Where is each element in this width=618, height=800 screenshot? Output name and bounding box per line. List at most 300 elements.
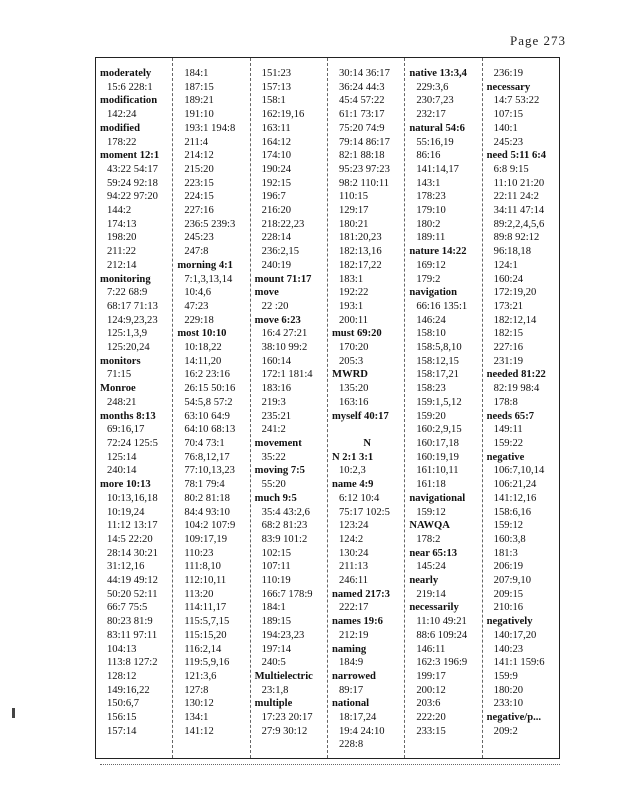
index-entry-reference: 34:11 47:14	[493, 205, 545, 217]
index-entry-reference	[332, 423, 402, 437]
index-entry-reference: 203:6	[416, 698, 441, 710]
index-entry-reference: 235:21	[261, 410, 292, 422]
index-entry-reference: 119:5,9,16	[184, 657, 230, 669]
index-entry-reference: 240:19	[261, 259, 292, 271]
index-entry-term: need 5:11 6:4	[486, 150, 547, 162]
index-entry-term: navigation	[409, 287, 457, 299]
index-entry-reference: 159:1,5,12	[416, 396, 462, 408]
index-entry-reference: 229:18	[184, 314, 214, 326]
index-entry-reference: 159:9	[493, 670, 518, 682]
index-entry-reference: 178:8	[493, 396, 518, 408]
index-entry-term: months 8:13	[100, 410, 156, 422]
index-entry-reference: 246:11	[338, 575, 369, 587]
index-entry-reference: 135:20	[338, 383, 369, 395]
index-entry-reference: 183:1	[338, 273, 364, 285]
index-entry-reference: 14:11,20	[184, 355, 222, 367]
index-entry-reference: 27:9 30:12	[261, 725, 308, 737]
index-entry-reference: 142:24	[107, 109, 137, 121]
index-entry-reference: 227:16	[493, 342, 524, 354]
index-entry-reference: 83:11 97:11	[107, 629, 158, 641]
index-entry-term: multiple	[254, 698, 293, 710]
index-entry-reference: 218:22,23	[261, 218, 305, 230]
index-entry-reference: 31:12,16	[107, 561, 145, 573]
index-entry-reference: 199:17	[416, 670, 446, 682]
index-entry-reference: 6:8 9:15	[493, 163, 529, 175]
index-column-2	[172, 58, 249, 758]
index-entry-reference: 232:17	[416, 109, 446, 121]
index-entry-reference: 144:2	[107, 205, 132, 217]
index-entry-term: moment 12:1	[100, 150, 160, 162]
index-entry-reference: 11:10 21:20	[493, 177, 545, 189]
index-entry-term: moderately	[100, 68, 152, 79]
index-entry-reference: 22 :20	[261, 300, 289, 312]
index-entry-reference: 107:11	[261, 561, 291, 573]
index-entry-reference: 161:10,11	[416, 465, 459, 477]
index-entry-reference: 128:12	[107, 670, 137, 682]
index-entry-reference: 174:13	[107, 218, 137, 230]
index-entry-reference: 106:21,24	[493, 479, 537, 491]
index-entry-reference: 230:7,23	[416, 95, 454, 107]
index-entry-reference: 193:1	[338, 300, 364, 312]
index-entry-reference: 109:17,19	[184, 533, 227, 545]
index-entry-reference: 151:23	[261, 68, 292, 79]
index-entry-reference: 130:12	[184, 698, 214, 710]
index-entry-reference: 75:20 74:9	[338, 122, 385, 134]
index-entry-reference: 10:4,6	[184, 287, 212, 299]
index-entry-term: more 10:13	[100, 479, 151, 491]
index-entry-reference: 240:5	[261, 657, 286, 669]
index-entry-reference: 163:11	[261, 122, 291, 134]
index-entry-reference: 130:24	[338, 547, 369, 559]
index-entry-term: myself 40:17	[331, 410, 389, 422]
index-entry-reference: 95:23 97:23	[338, 163, 390, 175]
index-entry-reference: 10:2,3	[338, 465, 366, 477]
index-entry-reference: 180:21	[338, 218, 369, 230]
index-entry-reference: 189:21	[184, 95, 214, 107]
index-entry-term: monitors	[100, 355, 141, 367]
index-column-5	[404, 58, 481, 758]
index-entry-reference: 236:5 239:3	[184, 218, 236, 230]
index-entry-reference: 207:9,10	[493, 575, 532, 587]
index-entry-reference: 45:4 57:22	[338, 95, 385, 107]
index-entry-reference: 36:24 44:3	[338, 81, 385, 93]
index-entry-reference: 179:10	[416, 205, 446, 217]
index-entry-reference: 114:11,17	[184, 602, 227, 614]
index-entry-reference: 134:1	[184, 712, 209, 724]
page-number: Page 273	[509, 33, 566, 48]
index-entry-reference: 233:10	[493, 698, 524, 710]
index-entry-term: NAWQA	[409, 520, 450, 532]
index-table	[95, 57, 560, 759]
index-entry-reference: 231:19	[493, 355, 524, 367]
index-entry-reference: 102:15	[261, 547, 292, 559]
index-entry-reference: 223:15	[184, 177, 214, 189]
index-entry-reference: 182:12,14	[493, 314, 537, 326]
index-entry-reference: 7:22 68:9	[107, 287, 148, 299]
index-entry-term: native 13:3,4	[409, 68, 467, 79]
index-entry-reference: 149:16,22	[107, 684, 150, 696]
index-entry-reference: 66:7 75:5	[107, 602, 148, 614]
index-letter-heading: N	[363, 437, 371, 449]
index-entry-reference: 183:16	[261, 383, 292, 395]
index-entry-reference: 163:16	[338, 396, 369, 408]
index-entry-reference: 50:20 52:11	[107, 588, 158, 600]
index-entry-reference: 184:9	[338, 657, 364, 669]
index-entry-reference: 115:15,20	[184, 629, 227, 641]
index-entry-reference: 247:8	[184, 246, 209, 258]
index-entry-term: named 217:3	[331, 588, 390, 600]
index-entry-reference: 200:12	[416, 684, 446, 696]
index-entry-reference: 180:2	[416, 218, 441, 230]
index-entry-term: national	[331, 698, 370, 710]
index-entry-reference: 54:5,8 57:2	[184, 396, 233, 408]
index-entry-reference: 219:14	[416, 588, 446, 600]
index-entry-term: move	[254, 287, 279, 299]
index-entry-reference: 205:3	[338, 355, 364, 367]
index-entry-term: mount 71:17	[254, 273, 312, 285]
index-entry-reference: 222:20	[416, 712, 446, 724]
index-entry-reference: 68:2 81:23	[261, 520, 308, 532]
index-entry-reference: 17:23 20:17	[261, 712, 313, 724]
index-entry-reference: 121:3,6	[184, 670, 217, 682]
index-entry-reference: 236:19	[493, 68, 524, 79]
index-entry-reference: 104:13	[107, 643, 137, 655]
index-entry-reference: 22:11 24:2	[493, 191, 539, 203]
index-entry-term: names 19:6	[331, 616, 383, 628]
index-entry-reference: 160:2,9,15	[416, 424, 462, 436]
index-entry-reference: 78:1 79:4	[184, 479, 225, 491]
index-entry-reference: 187:15	[184, 81, 214, 93]
index-entry-reference: 30:14 36:17	[338, 68, 390, 79]
index-entry-term: monitoring	[100, 273, 151, 285]
index-entry-reference: 116:2,14	[184, 643, 222, 655]
index-entry-reference: 192:15	[261, 177, 292, 189]
index-entry-reference: 146:24	[416, 314, 446, 326]
index-column-4	[327, 58, 404, 758]
index-entry-reference: 233:15	[416, 725, 446, 737]
index-entry-reference: 28:14 30:21	[107, 547, 158, 559]
index-entry-reference: 162:3 196:9	[416, 657, 468, 669]
index-entry-term: naming	[331, 643, 367, 655]
index-entry-reference: 182:13,16	[338, 246, 382, 258]
index-entry-reference: 173:21	[493, 300, 524, 312]
index-entry-reference: 182:17,22	[338, 259, 382, 271]
scan-mark	[12, 708, 15, 718]
index-entry-reference: 241:2	[261, 424, 286, 436]
index-entry-reference: 127:8	[184, 684, 209, 696]
index-entry-term: name 4:9	[331, 479, 374, 491]
index-entry-reference: 80:23 81:9	[107, 616, 153, 628]
index-entry-reference: 196:7	[261, 191, 286, 203]
index-entry-reference: 198:20	[107, 232, 137, 244]
index-entry-reference: 158:17,21	[416, 369, 459, 381]
index-entry-reference: 98:2 110:11	[338, 177, 390, 189]
index-entry-reference: 83:9 101:2	[261, 533, 308, 545]
index-entry-reference: 216:20	[261, 205, 292, 217]
index-entry-term: movement	[254, 437, 302, 449]
index-entry-reference: 159:12	[493, 520, 524, 532]
index-entry-reference: 71:15	[107, 369, 132, 381]
index-entry-reference: 80:2 81:18	[184, 492, 230, 504]
index-entry-reference: 111:8,10	[184, 561, 221, 573]
index-entry-term: needed 81:22	[486, 369, 546, 381]
index-entry-reference: 228:14	[261, 232, 292, 244]
index-entry-reference: 66:16 135:1	[416, 300, 468, 312]
index-entry-reference: 110:23	[184, 547, 214, 559]
index-entry-reference: 70:4 73:1	[184, 437, 225, 449]
index-entry-reference: 96:18,18	[493, 246, 532, 258]
index-entry-reference: 248:21	[107, 396, 137, 408]
index-entry-reference: 104:2 107:9	[184, 520, 236, 532]
index-entry-reference: 206:19	[493, 561, 524, 573]
index-entry-reference: 162:19,16	[261, 109, 305, 121]
index-entry-reference: 189:11	[416, 232, 446, 244]
index-entry-reference: 44:19 49:12	[107, 575, 158, 587]
index-entry-reference: 189:15	[261, 616, 292, 628]
index-entry-term: nearly	[409, 575, 439, 587]
index-entry-term: nature 14:22	[409, 246, 467, 258]
index-entry-reference: 182:15	[493, 328, 524, 340]
index-entry-reference: 159:20	[416, 410, 446, 422]
index-entry-reference: 38:10 99:2	[261, 342, 308, 354]
index-entry-reference: 26:15 50:16	[184, 383, 236, 395]
index-entry-reference: 14:7 53:22	[493, 95, 540, 107]
index-entry-reference: 11:12 13:17	[107, 520, 158, 532]
index-entry-reference: 179:2	[416, 273, 441, 285]
index-entry-reference: 124:9,23,23	[107, 314, 158, 326]
index-entry-reference: 172:19,20	[493, 287, 537, 299]
index-entry-reference: 7:1,3,13,14	[184, 273, 233, 285]
index-entry-reference: 64:10 68:13	[184, 424, 236, 436]
index-entry-reference: 35:4 43:2,6	[261, 506, 310, 518]
index-entry-reference: 212:19	[338, 629, 369, 641]
index-entry-reference: 215:20	[184, 163, 214, 175]
index-entry-reference: 47:23	[184, 300, 209, 312]
index-entry-reference: 76:8,12,17	[184, 451, 230, 463]
index-entry-reference: 169:12	[416, 259, 446, 271]
index-entry-reference: 106:7,10,14	[493, 465, 545, 477]
index-entry-reference: 123:24	[338, 520, 369, 532]
index-entry-reference: 82:1 88:18	[338, 150, 385, 162]
index-entry-reference: 15:6 228:1	[107, 81, 153, 93]
index-entry-reference: 149:11	[493, 424, 523, 436]
index-entry-reference: 245:23	[493, 136, 524, 148]
index-entry-reference: 113:20	[184, 588, 214, 600]
index-entry-reference: 35:22	[261, 451, 286, 463]
index-entry-reference: 184:1	[261, 602, 286, 614]
index-entry-reference: 236:2,15	[261, 246, 300, 258]
index-entry-term: negatively	[486, 616, 533, 628]
index-entry-reference: 150:6,7	[107, 698, 140, 710]
index-entry-reference: 178:23	[416, 191, 446, 203]
index-entry-reference: 200:11	[338, 314, 369, 326]
index-entry-reference: 16:2 23:16	[184, 369, 230, 381]
index-entry-term: most 10:10	[177, 328, 227, 340]
index-entry-reference: 63:10 64:9	[184, 410, 230, 422]
index-entry-reference: 88:6 109:24	[416, 629, 468, 641]
index-entry-reference: 140:23	[493, 643, 524, 655]
index-entry-term: move 6:23	[254, 314, 301, 326]
index-entry-term: negative/p...	[486, 712, 542, 724]
index-entry-reference: 157:14	[107, 725, 137, 737]
index-entry-reference: 159:22	[493, 437, 524, 449]
index-entry-reference: 178:2	[416, 533, 441, 545]
index-entry-term: moving 7:5	[254, 465, 305, 477]
index-entry-reference: 124:1	[493, 259, 518, 271]
index-entry-reference: 170:20	[338, 342, 369, 354]
index-entry-reference: 72:24 125:5	[107, 437, 158, 449]
index-entry-reference: 245:23	[184, 232, 214, 244]
index-entry-term: necessary	[486, 81, 531, 93]
index-entry-reference: 212:14	[107, 259, 137, 271]
index-entry-reference: 174:10	[261, 150, 292, 162]
index-entry-reference: 211:13	[338, 561, 369, 573]
index-entry-reference: 84:4 93:10	[184, 506, 230, 518]
index-column-3	[250, 58, 327, 758]
index-entry-reference: 214:12	[184, 150, 214, 162]
index-entry-reference: 6:12 10:4	[338, 492, 380, 504]
index-entry-reference: 193:1 194:8	[184, 122, 236, 134]
index-entry-reference: 184:1	[184, 68, 209, 79]
index-entry-reference: 141:12	[184, 725, 214, 737]
index-entry-reference: 160:14	[261, 355, 292, 367]
index-entry-term: modification	[100, 95, 158, 107]
index-entry-reference: 143:1	[416, 177, 441, 189]
index-entry-reference: 211:4	[184, 136, 209, 148]
index-entry-reference: 160:3,8	[493, 533, 526, 545]
index-entry-reference: 227:16	[184, 205, 214, 217]
index-entry-reference: 10:13,16,18	[107, 492, 158, 504]
index-entry-reference: 82:19 98:4	[493, 383, 540, 395]
index-entry-reference: 14:5 22:20	[107, 533, 153, 545]
index-entry-term: narrowed	[331, 670, 376, 682]
index-entry-reference: 86:16	[416, 150, 441, 162]
index-entry-reference: 228:8	[338, 739, 364, 751]
index-entry-reference: 125:1,3,9	[107, 328, 148, 340]
index-entry-term: navigational	[409, 492, 466, 504]
index-entry-reference: 124:2	[338, 533, 364, 545]
index-entry-reference: 113:8 127:2	[107, 657, 158, 669]
index-entry-term: MWRD	[331, 369, 368, 381]
index-entry-reference: 209:15	[493, 588, 524, 600]
index-entry-reference: 110:15	[338, 191, 369, 203]
index-entry-reference: 178:22	[107, 136, 137, 148]
index-entry-reference: 141:14,17	[416, 163, 459, 175]
index-entry-term: N 2:1 3:1	[331, 451, 374, 463]
index-entry-reference: 209:2	[493, 725, 518, 737]
index-entry-reference: 164:12	[261, 136, 292, 148]
index-entry-reference: 194:23,23	[261, 629, 305, 641]
index-entry-reference: 112:10,11	[184, 575, 227, 587]
index-entry-reference: 160:24	[493, 273, 524, 285]
index-entry-reference: 157:13	[261, 81, 292, 93]
index-entry-term: much 9:5	[254, 492, 297, 504]
index-entry-reference: 89:17	[338, 684, 364, 696]
index-entry-reference: 211:22	[107, 246, 137, 258]
index-entry-reference: 11:10 49:21	[416, 616, 467, 628]
index-entry-reference: 222:17	[338, 602, 369, 614]
index-entry-reference: 10:19,24	[107, 506, 145, 518]
index-entry-reference: 16:4 27:21	[261, 328, 308, 340]
index-entry-reference: 190:24	[261, 163, 292, 175]
index-entry-reference: 77:10,13,23	[184, 465, 235, 477]
index-entry-reference: 55:20	[261, 479, 286, 491]
index-entry-reference: 159:12	[416, 506, 446, 518]
index-entry-reference: 110:19	[261, 575, 291, 587]
index-entry-term: natural 54:6	[409, 122, 465, 134]
index-entry-reference: 219:3	[261, 396, 286, 408]
index-entry-reference: 55:16,19	[416, 136, 454, 148]
index-entry-term: Multielectric	[254, 670, 313, 682]
index-entry-reference: 229:3,6	[416, 81, 449, 93]
index-entry-reference: 140:1	[493, 122, 518, 134]
index-entry-reference: 160:17,18	[416, 437, 459, 449]
index-entry-reference: 141:1 159:6	[493, 657, 545, 669]
index-entry-reference: 94:22 97:20	[107, 191, 158, 203]
index-entry-reference: 146:11	[416, 643, 446, 655]
index-entry-reference: 145:24	[416, 561, 446, 573]
index-entry-reference: 160:19,19	[416, 451, 459, 463]
index-entry-reference: 197:14	[261, 643, 292, 655]
index-entry-reference: 125:20,24	[107, 342, 150, 354]
index-entry-reference: 23:1,8	[261, 684, 289, 696]
index-entry-reference: 166:7 178:9	[261, 588, 313, 600]
index-entry-reference: 43:22 54:17	[107, 163, 158, 175]
index-entry-reference: 107:15	[493, 109, 524, 121]
index-entry-reference: 158:6,16	[493, 506, 532, 518]
index-column-1	[96, 58, 172, 758]
index-entry-reference: 158:5,8,10	[416, 342, 462, 354]
index-entry-reference: 125:14	[107, 451, 137, 463]
index-entry-reference: 191:10	[184, 109, 214, 121]
index-entry-reference: 89:2,2,4,5,6	[493, 218, 545, 230]
index-entry-reference: 140:17,20	[493, 629, 537, 641]
index-entry-reference: 156:15	[107, 712, 137, 724]
index-entry-reference: 59:24 92:18	[107, 177, 158, 189]
index-entry-term: modified	[100, 122, 141, 134]
index-entry-term: morning 4:1	[177, 259, 233, 271]
index-entry-reference: 180:20	[493, 684, 524, 696]
index-entry-reference: 89:8 92:12	[493, 232, 540, 244]
index-column-6	[482, 58, 559, 758]
bottom-rule	[100, 764, 560, 765]
index-entry-term: needs 65:7	[486, 410, 535, 422]
index-entry-reference: 158:23	[416, 383, 446, 395]
index-entry-reference: 10:18,22	[184, 342, 222, 354]
index-entry-reference: 158:10	[416, 328, 446, 340]
index-entry-reference: 18:17,24	[338, 712, 377, 724]
index-entry-term: must 69:20	[331, 328, 382, 340]
index-entry-reference: 19:4 24:10	[338, 725, 385, 737]
index-entry-reference: 224:15	[184, 191, 214, 203]
index-entry-reference: 79:14 86:17	[338, 136, 390, 148]
index-entry-reference: 181:3	[493, 547, 518, 559]
index-entry-reference: 129:17	[338, 205, 369, 217]
index-entry-reference: 158:1	[261, 95, 286, 107]
index-entry-reference: 172:1 181:4	[261, 369, 313, 381]
index-entry-reference: 240:14	[107, 465, 137, 477]
index-entry-term: necessarily	[409, 602, 459, 614]
index-entry-reference: 210:16	[493, 602, 524, 614]
index-entry-reference: 161:18	[416, 479, 446, 491]
index-entry-reference: 115:5,7,15	[184, 616, 230, 628]
index-entry-term: near 65:13	[409, 547, 458, 559]
index-entry-reference: 192:22	[338, 287, 369, 299]
index-entry-reference: 158:12,15	[416, 355, 459, 367]
index-entry-term: Monroe	[100, 383, 136, 395]
index-entry-reference: 68:17 71:13	[107, 300, 158, 312]
index-entry-reference: 61:1 73:17	[338, 109, 385, 121]
